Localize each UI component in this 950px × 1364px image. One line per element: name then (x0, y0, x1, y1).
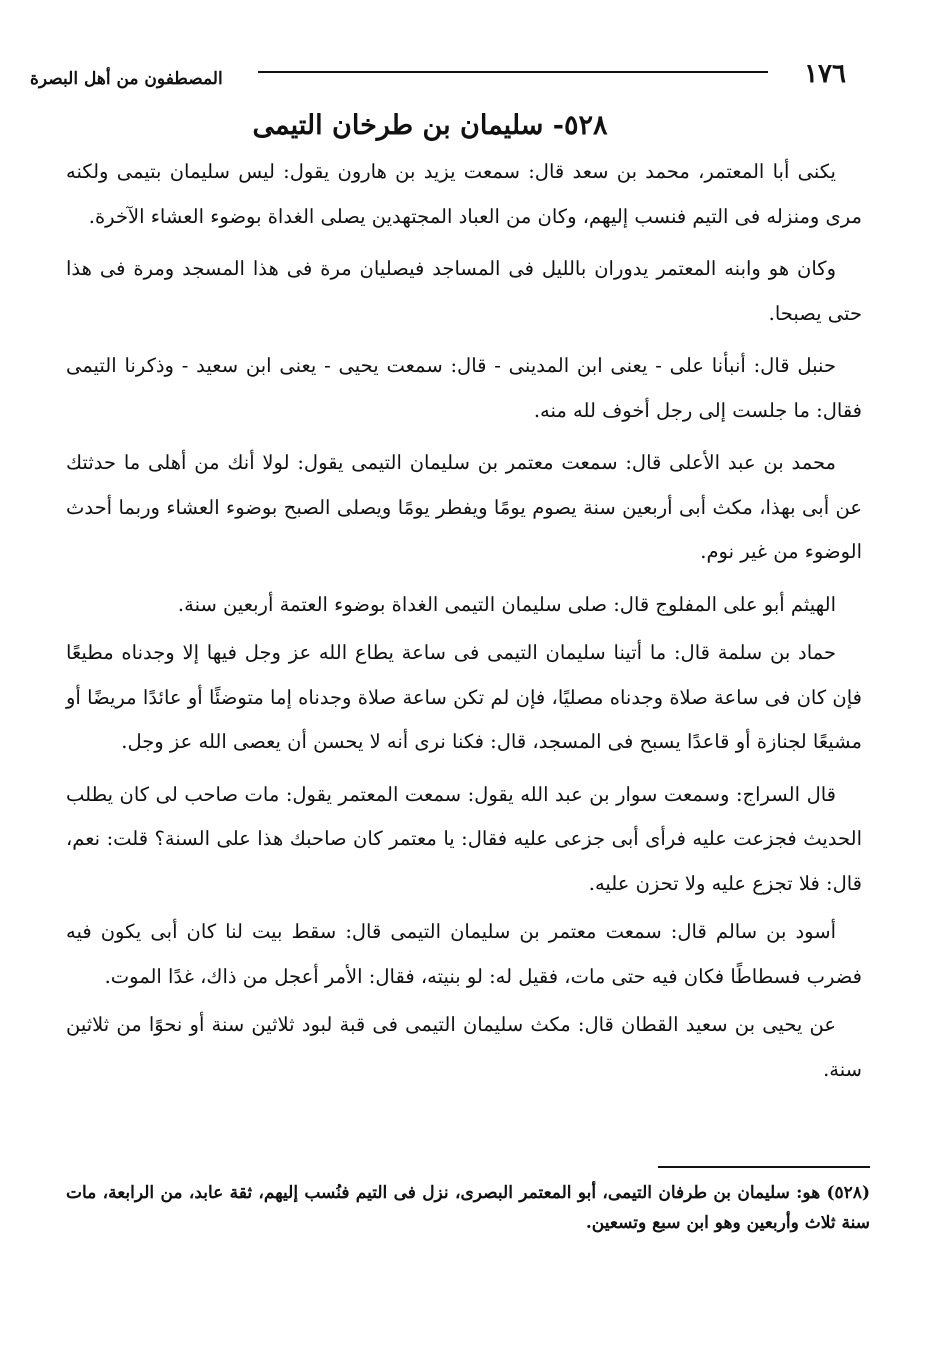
paragraph: حنبل قال: أنبأنا على - يعنى ابن المدينى - قال: سمعت يحيى - يعنى ابن سعيد - وذكرنا التيمى فقال: ما جلست إلى رجل أخوف لله منه. (66, 354, 862, 422)
entry-title: ٥٢٨- سليمان بن طرخان التيمى (252, 110, 608, 141)
paragraph: وكان هو وابنه المعتمر يدوران بالليل فى المساجد فيصليان مرة فى هذا المسجد ومرة فى هذا حتى يصبحا. (66, 257, 862, 325)
header-rule (258, 71, 768, 73)
paragraph: حماد بن سلمة قال: ما أتينا سليمان التيمى فى ساعة يطاع الله عز وجل فيها إلا وجدناه مطيعًا فإن كان فى ساعة صلاة وجدناه مصليًا، فإن لم تكن ساعة صلاة وجدناه إما متوضئًا أو عائدًا مريضًا أو مشيعًا لجنازة أو قاعدًا يسبح فى المسجد، قال: فكنا نرى أنه لا يحسن أن يعصى الله عز وجل. (66, 641, 862, 753)
footnote-rule (658, 1166, 870, 1168)
running-title: المصطفون من أهل البصرة (30, 69, 223, 89)
paragraph: قال السراج: وسمعت سوار بن عبد الله يقول: سمعت المعتمر يقول: مات صاحب لى كان يطلب الحديث فجزعت عليه فرأى أبى جزعى عليه فقال: يا معتمر كان صاحبك هذا على السنة؟ قلت: نعم، قال: فلا تجزع عليه ولا تحزن عليه. (66, 782, 862, 895)
page-header (30, 58, 846, 94)
paragraph: أسود بن سالم قال: سمعت معتمر بن سليمان التيمى قال: سقط بيت لنا كان أبى يكون فيه فضرب فسطاطًا فكان فيه حتى مات، فقيل له: لو بنيته، فقال: الأمر أعجل من ذاك، غدًا الموت. (66, 920, 862, 988)
paragraph: الهيثم أبو على المفلوج قال: صلى سليمان التيمى الغداة بوضوء العتمة أربعين سنة. (177, 592, 836, 616)
entry-body (66, 150, 862, 1100)
paragraph: يكنى أبا المعتمر، محمد بن سعد قال: سمعت يزيد بن هارون يقول: ليس سليمان بتيمى ولكنه مرى ومنزله فى التيم فنسب إليهم، وكان من العباد المجتهدين يصلى الغداة بوضوء العشاء الآخرة. (66, 160, 862, 228)
paragraph: محمد بن عبد الأعلى قال: سمعت معتمر بن سليمان التيمى يقول: لولا أنك من أهلى ما حدثتك عن أبى بهذا، مكث أبى أربعين سنة يصوم يومًا ويفطر يومًا ويصلى الصبح بوضوء العشاء وربما أحدث الوضوء من غير نوم. (66, 451, 862, 563)
footnote: (٥٢٨) هو: سليمان بن طرفان التيمى، أبو المعتمر البصرى، نزل فى التيم فنُسب إليهم، ثقة عابد، من الرابعة، مات سنة ثلاث وأربعين وهو ابن سبع وتسعين. (66, 1183, 870, 1233)
paragraph: عن يحيى بن سعيد القطان قال: مكث سليمان التيمى فى قبة لبود ثلاثين سنة أو نحوًا من ثلاثين سنة. (66, 1013, 862, 1081)
page-number: ١٧٦ (804, 59, 846, 89)
